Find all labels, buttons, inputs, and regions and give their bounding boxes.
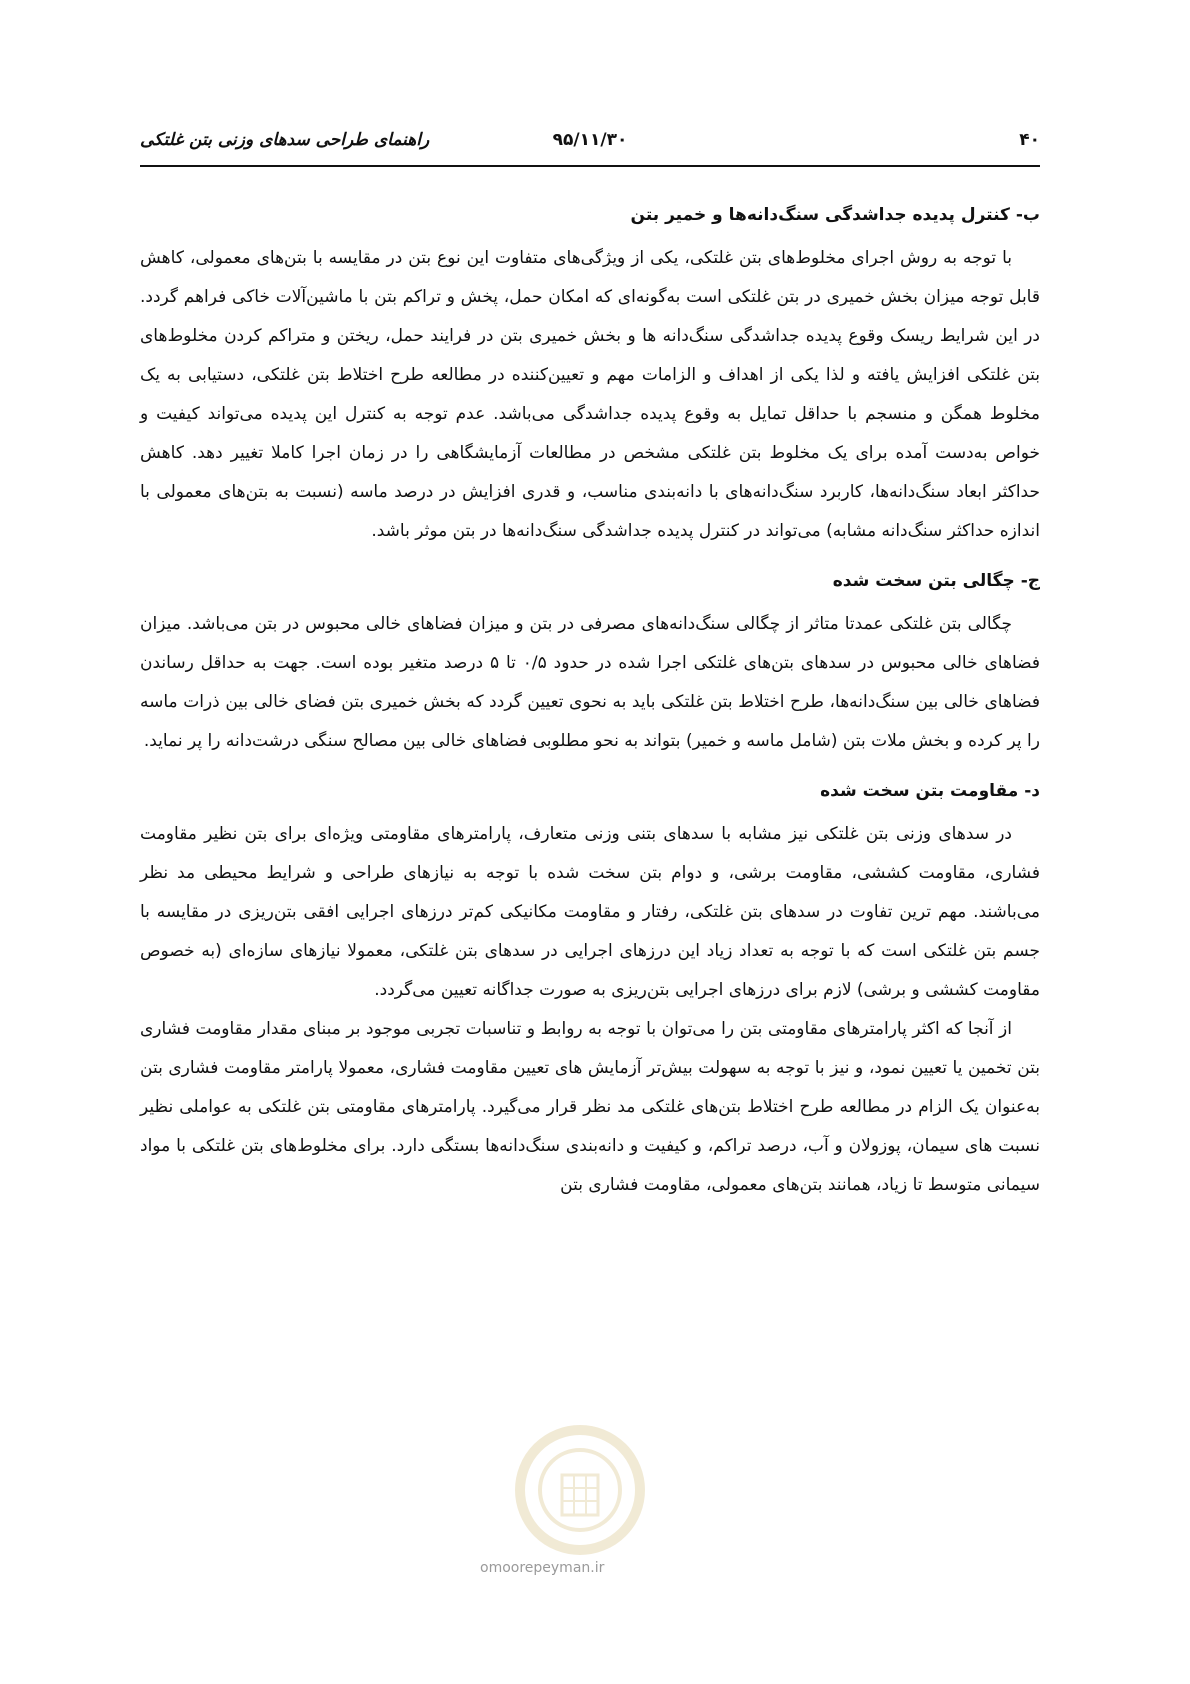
paragraph: از آنجا که اکثر پارامترهای مقاومتی بتن را می‌توان با توجه به روابط و تناسبات تجربی موجود بر مبنای مقدار مقاومت فشاری بتن تخمین یا تعیین نمود، و نیز با توجه به سهولت بیش‌تر آزمایش های تعیین مقاومت فشاری، معمولا پارامتر مقاومت فشاری بتن به‌عنوان یک الزام در مطالعه طرح اختلاط بتن‌های غلتکی مد نظر قرار می‌گیرد. پارامترهای مقاومتی بتن غلتکی به عواملی نظیر نسبت های سیمان، پوزولان و آب، درصد تراکم، و کیفیت و دانه‌بندی سنگ‌دانه‌ها بستگی دارد. برای مخلوط‌های بتن غلتکی با مواد سیمانی متوسط تا زیاد، همانند بتن‌های معمولی، مقاومت فشاری بتن (140, 1019, 1040, 1195)
paragraph: با توجه به روش اجرای مخلوط‌های بتن غلتکی، یکی از ویژگی‌های متفاوت این نوع بتن در مقایسه با بتن‌های معمولی، کاهش قابل توجه میزان بخش خمیری در بتن غلتکی است به‌گونه‌ای که امکان حمل، پخش و تراکم بتن با ماشین‌آلات خاکی فراهم گردد. در این شرایط ریسک وقوع پدیده جداشدگی سنگ‌دانه ها و بخش خمیری بتن در فرایند حمل، ریختن و متراکم کردن مخلوط‌های بتن غلتکی افزایش یافته و لذا یکی از اهداف و الزامات مهم و تعیین‌کننده در مطالعه طرح اختلاط بتن غلتکی، دستیابی به یک مخلوط همگن و منسجم با حداقل تمایل به وقوع پدیده جداشدگی می‌باشد. عدم توجه به کنترل این پدیده می‌تواند کیفیت و خواص به‌دست آمده برای یک مخلوط بتن غلتکی مشخص در مطالعات آزمایشگاهی را در زمان اجرا کاملا تغییر دهد. کاهش حداکثر ابعاد سنگ‌دانه‌ها، کاربرد سنگ‌دانه‌های با دانه‌بندی مناسب، و قدری افزایش در درصد ماسه (نسبت به بتن‌های معمولی با اندازه حداکثر سنگ‌دانه مشابه) می‌تواند در کنترل پدیده جداشدگی سنگ‌دانه‌ها در بتن موثر باشد. (140, 248, 1040, 541)
header-divider (140, 165, 1040, 167)
paragraph: چگالی بتن غلتکی عمدتا متاثر از چگالی سنگ‌دانه‌های مصرفی در بتن و میزان فضاهای خالی محبوس در بتن می‌باشد. میزان فضاهای خالی محبوس در سدهای بتن‌های غلتکی اجرا شده در حدود ۰/۵ تا ۵ درصد متغیر بوده است. جهت به حداقل رساندن فضاهای خالی بین سنگ‌دانه‌ها، طرح اختلاط بتن غلتکی باید به نحوی تعیین گردد که بخش خمیری بتن فضای خالی بین ذرات ماسه را پر کرده و بخش ملات بتن (شامل ماسه و خمیر) بتواند به نحو مطلوبی فضاهای خالی بین مصالح سنگی درشت‌دانه را پر نماید. (140, 614, 1040, 751)
section-heading: ب- کنترل پدیده جداشدگی سنگ‌دانه‌ها و خمیر بتن (630, 205, 1040, 225)
page-header (140, 120, 1040, 160)
section-heading: د- مقاومت بتن سخت شده (820, 781, 1040, 801)
watermark-text: omoorepeyman.ir (480, 1560, 605, 1576)
page-number: ۴۰ (1019, 130, 1040, 150)
document-body (140, 205, 1040, 1205)
section-density (140, 571, 1040, 761)
header-date: ۹۵/۱۱/۳۰ (552, 130, 628, 150)
section-strength (140, 781, 1040, 1205)
section-heading: ج- چگالی بتن سخت شده (832, 571, 1040, 591)
paragraph: در سدهای وزنی بتن غلتکی نیز مشابه با سدهای بتنی وزنی متعارف، پارامترهای مقاومتی ویژه‌ای برای بتن نظیر مقاومت فشاری، مقاومت کششی، مقاومت برشی، و دوام بتن سخت شده با توجه به نیازهای طراحی و شرایط محیطی مد نظر می‌باشند. مهم ترین تفاوت در سدهای بتن غلتکی، رفتار و مقاومت مکانیکی کم‌تر درزهای اجرایی افقی بتن‌ریزی در مقایسه با جسم بتن غلتکی است که با توجه به تعداد زیاد این درزهای اجرایی در سدهای بتن غلتکی، معمولا نیازهای سازه‌ای (به خصوص مقاومت کششی و برشی) لازم برای درزهای اجرایی بتن‌ریزی به صورت جداگانه تعیین می‌گردد. (140, 824, 1040, 1000)
section-segregation (140, 205, 1040, 551)
header-title: راهنمای طراحی سدهای وزنی بتن غلتکی (140, 130, 430, 150)
watermark-seal-icon (490, 1420, 670, 1560)
